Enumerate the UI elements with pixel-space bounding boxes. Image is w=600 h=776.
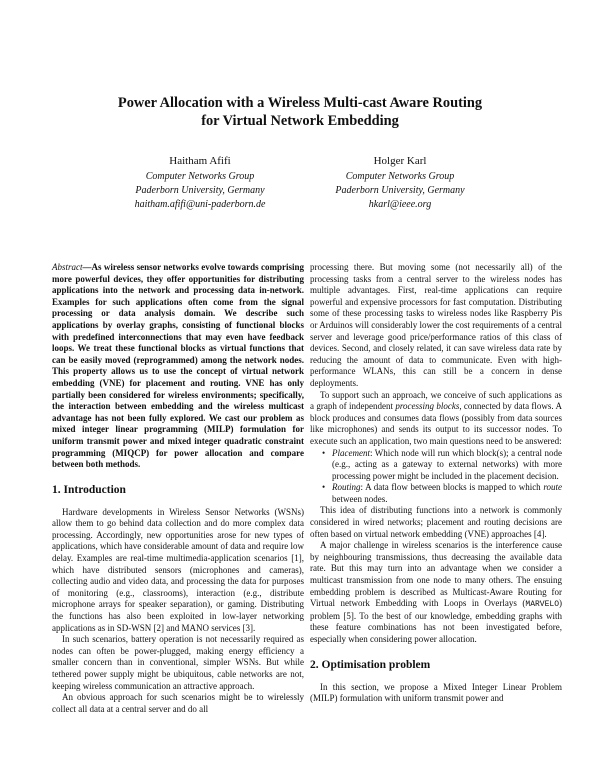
text-run: Multicast-Aware Routing for Virtual network Embedding with Loops in Overlays (	[310, 586, 563, 609]
paragraph	[310, 540, 562, 645]
paragraph: This idea of distributing functions into a network is commonly considered in wired networks; placement and routing decisions are often based on virtual network embedding (VNE) approaches [4].	[310, 505, 562, 539]
paragraph: In such scenarios, battery operation is not necessarily required as nodes can often be power-plugged, making energy efficiency a smaller concern than in conventional, simpler WSNs. But while tethered power supply might be ubiquitous, cable networks are not, keeping wireless communication an attractive approach.	[52, 634, 304, 691]
emphasis: Placement	[332, 447, 370, 458]
text-run: A major challenge in wireless scenarios is the interference cause by neighbouring transmissions, thus decreasing the available data rate. But this may turn into an advantage when we consider a multicast transmission from one node to many others. The ensuing embedding problem is described as	[310, 540, 562, 597]
author-block-2	[305, 154, 495, 212]
paragraph: Hardware developments in Wireless Sensor Networks (WSNs) allow them to go behind data collection and do more complex data processing. Accordingly, new opportunities arose for new types of applications, which have considerable amount of data and require low delay. Examples are real-time multimedia-application scenarios [1], which have distributed sensors (microphones and cameras), collecting audio and video data, and processing the data for purposes of monitoring (e.g., classrooms), interaction (e.g., distribute microphone arrays for speaker separation), or gaming. Distributing the functions has also been exploited in low-layer networking applications as in SD-WSN [2] and MANO services [3].	[52, 506, 304, 633]
list-item	[332, 448, 562, 483]
title-line-2: for Virtual Network Embedding	[201, 113, 399, 129]
section-heading-optimisation: 2. Optimisation problem	[310, 658, 431, 671]
abstract-label: Abstract	[52, 262, 83, 272]
text-run: ) problem [5]. To the best of our knowledge, embedding graphs with these feature combinations has not been investigated before, especially when considering power allocation.	[310, 598, 562, 644]
emphasis: Routing	[332, 482, 361, 493]
text-run: between nodes.	[332, 493, 388, 504]
right-column	[310, 262, 562, 705]
list-item	[332, 482, 562, 505]
emphasis: processing blocks	[395, 401, 460, 412]
text-run: , connected by data flows. A block produces and consumes data flows (possibly from data sources like microphones) and sends its output to its successor nodes. To execute such an application, two main questions need to be answered:	[310, 401, 562, 446]
author-group: Computer Networks Group	[345, 171, 455, 182]
author-group: Computer Networks Group	[145, 171, 255, 182]
author-email: hkarl@ieee.org	[368, 199, 432, 210]
author-email: haitham.afifi@uni-paderborn.de	[134, 199, 266, 210]
left-column	[52, 262, 304, 715]
section-heading-introduction: 1. Introduction	[52, 483, 126, 496]
author-university: Paderborn University, Germany	[135, 185, 265, 196]
paragraph: In this section, we propose a Mixed Integer Linear Problem (MILP) formulation with uniform transmit power and	[310, 681, 562, 704]
author-name: Holger Karl	[373, 155, 427, 167]
author-university: Paderborn University, Germany	[335, 185, 465, 196]
paragraph: An obvious approach for such scenarios might be to wirelessly collect all data at a central server and do all	[52, 692, 304, 714]
text-run: : A data flow between blocks is mapped to which	[360, 482, 544, 493]
paragraph: processing there. But moving some (not necessarily all) of the processing tasks from a central server to the wireless nodes has multiple advantages. First, real-time applications can require powerful and expensive processors for fast computation. Distributing some of these processing tasks to wireless nodes like Raspberry Pis or Arduinos will considerably lower the cost requirements of a central server and leverage good price/performance ratios of this class of devices. Second, and closely related, it can save wireless data rate by reducing the amount of data to communicate. Even with high-performance WLANs, this can still be a concern in dense deployments.	[310, 262, 562, 388]
paragraph	[310, 390, 562, 448]
text-run: : Which node will run which block(s); a central node (e.g., acting as a gateway to external networks) with more processing power might be included in the placement decision.	[332, 447, 562, 481]
emphasis: route	[543, 482, 562, 493]
author-block-1	[105, 154, 295, 212]
paper-title	[40, 94, 560, 130]
acronym: MARVELO	[525, 600, 559, 610]
bullet-list	[310, 448, 562, 506]
author-name: Haitham Afifi	[169, 155, 231, 167]
abstract	[52, 262, 304, 471]
title-line-1: Power Allocation with a Wireless Multi-cast Aware Routing	[117, 95, 483, 111]
text-run: To support such an approach, we conceive of such applications as a graph of independent	[310, 389, 562, 412]
abstract-text: —As wireless sensor networks evolve towards comprising more powerful devices, they offer opportunities for distributing applications into the network and processing data in-network. Examples for such applications often come from the signal processing or data analysis domain. We describe such applications by overlay graphs, consisting of functional blocks with predefined interconnections that may even have feedback loops. We treat these functional blocks as virtual functions that can be easily moved (reprogrammed) among the network nodes. This property allows us to use the concept of virtual network embedding (VNE) for placement and routing. VNE has only partially been considered for wireless environments; specifically, the interaction between embedding and the wireless multicast advantage has not been fully explored. We cast our problem as mixed integer linear programming (MILP) formulation for uniform transmit power and mixed integer quadratic constraint programming (MIQCP) for power allocation and compare between both methods.	[52, 262, 304, 470]
